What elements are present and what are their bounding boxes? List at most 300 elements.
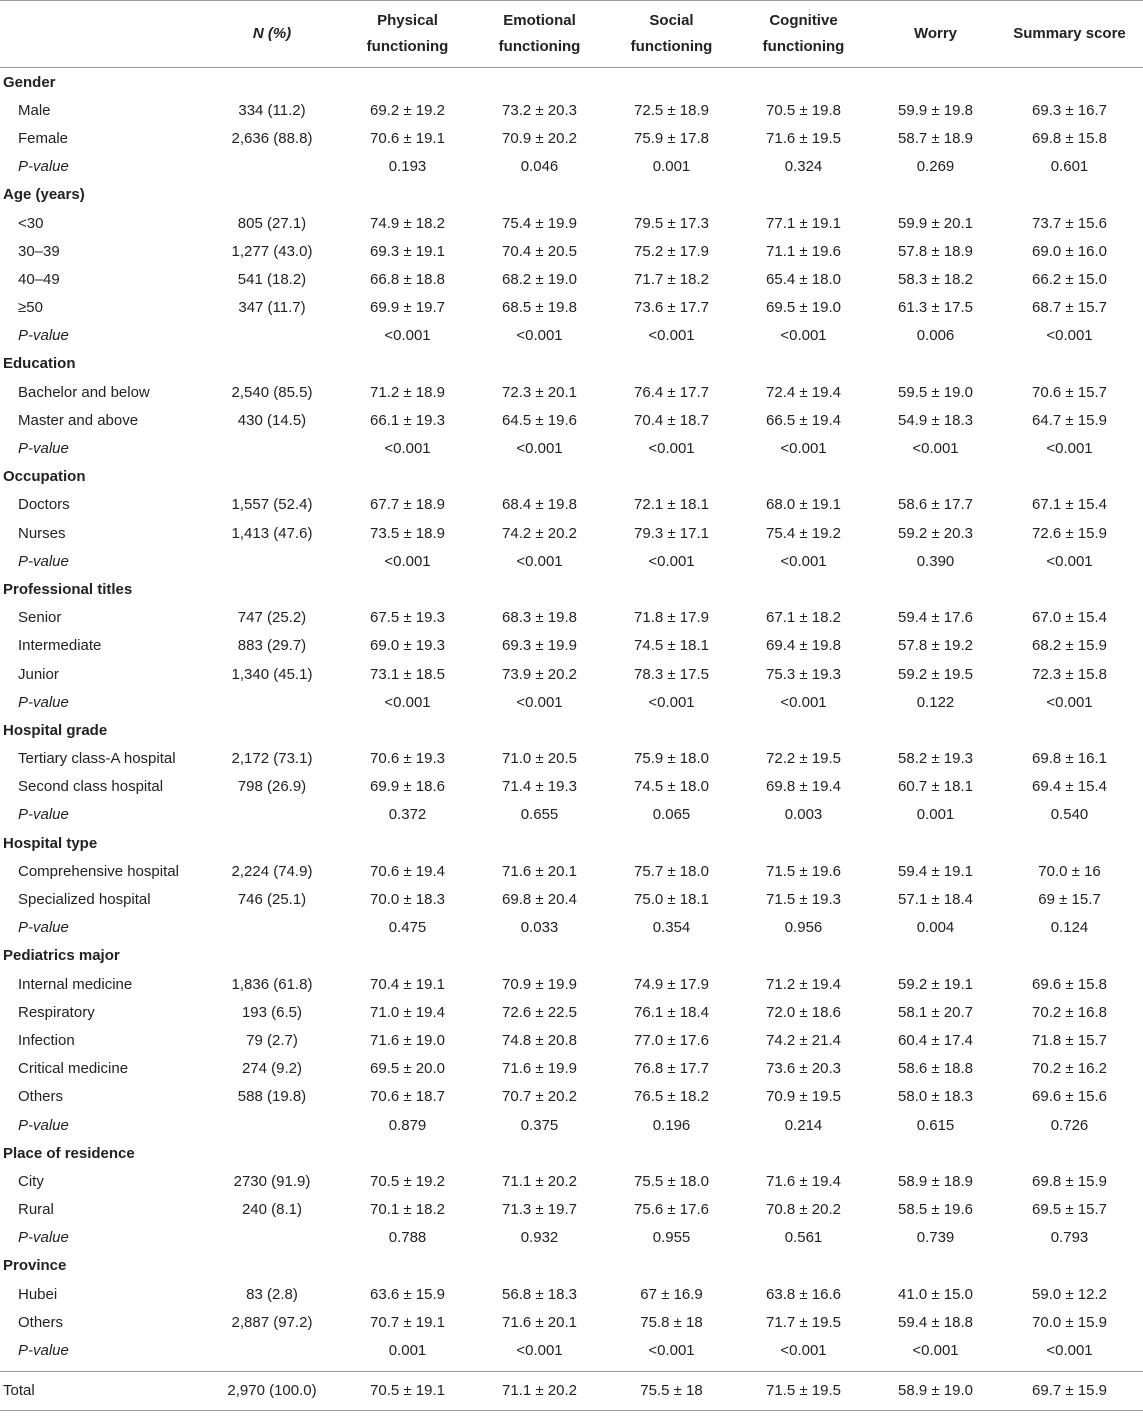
pvalue-cell: <0.001 <box>780 693 827 711</box>
group-header-row <box>0 1252 1143 1280</box>
pvalue-cell: 0.124 <box>1050 919 1089 937</box>
table-row <box>0 632 1143 660</box>
cell-value: 72.2 ± 19.5 <box>766 750 841 768</box>
cell-value: 75.4 ± 19.2 <box>766 524 841 542</box>
row-label: Intermediate <box>18 637 102 655</box>
table-row <box>0 998 1143 1026</box>
cell-value: 747 (25.2) <box>237 609 307 627</box>
cell-value: 70.2 ± 16.2 <box>1032 1060 1107 1078</box>
cell-value: 78.3 ± 17.5 <box>634 665 709 683</box>
cell-value: 67.1 ± 18.2 <box>766 609 841 627</box>
table-body <box>0 68 1143 1411</box>
cell-value: 58.5 ± 19.6 <box>898 1201 973 1219</box>
cell-value: 274 (9.2) <box>241 1060 303 1078</box>
row-label: Male <box>18 101 51 119</box>
pvalue-cell: 0.932 <box>520 1229 559 1247</box>
pvalue-cell: 0.655 <box>520 806 559 824</box>
cell-value: 68.3 ± 19.8 <box>502 609 577 627</box>
row-label: Infection <box>18 1031 75 1049</box>
cell-value: 69.4 ± 15.4 <box>1032 778 1107 796</box>
cell-value: 68.0 ± 19.1 <box>766 496 841 514</box>
cell-value: 59.4 ± 19.1 <box>898 862 973 880</box>
cell-value: 79.5 ± 17.3 <box>634 214 709 232</box>
pvalue-cell: <0.001 <box>384 552 431 570</box>
cell-value: 69.0 ± 16.0 <box>1032 242 1107 260</box>
header-worry: Worry <box>875 1 996 68</box>
pvalue-row <box>0 1111 1143 1139</box>
pvalue-row <box>0 801 1143 829</box>
cell-value: 73.6 ± 17.7 <box>634 299 709 317</box>
row-label: Senior <box>18 609 62 627</box>
cell-value: 59.4 ± 17.6 <box>898 609 973 627</box>
pvalue-cell: <0.001 <box>1046 440 1093 458</box>
cell-value: 70.1 ± 18.2 <box>370 1201 445 1219</box>
row-label: Second class hospital <box>18 778 164 796</box>
cell-value: 75.4 ± 19.9 <box>502 214 577 232</box>
cell-value: 75.9 ± 18.0 <box>634 750 709 768</box>
pvalue-cell: 0.269 <box>916 158 955 176</box>
cell-value: 63.6 ± 15.9 <box>370 1285 445 1303</box>
cell-value: 71.6 ± 19.0 <box>370 1031 445 1049</box>
group-title: Place of residence <box>3 1144 135 1162</box>
table-row <box>0 1083 1143 1111</box>
pvalue-cell: <0.001 <box>516 440 563 458</box>
pvalue-cell: 0.879 <box>388 1116 427 1134</box>
cell-value: 71.6 ± 19.4 <box>766 1172 841 1190</box>
table-row <box>0 1280 1143 1308</box>
cell-value: 72.6 ± 22.5 <box>502 1003 577 1021</box>
pvalue-label <box>0 1111 197 1139</box>
cell-value: 68.2 ± 19.0 <box>502 270 577 288</box>
pvalue-label-text: P-value <box>18 1229 69 1247</box>
row-label: Comprehensive hospital <box>18 862 179 880</box>
pvalue-cell: 0.196 <box>652 1116 691 1134</box>
pvalue-cell: 0.122 <box>916 693 955 711</box>
cell-value: 805 (27.1) <box>237 214 307 232</box>
pvalue-cell: <0.001 <box>780 552 827 570</box>
pvalue-empty <box>197 1224 347 1252</box>
pvalue-cell: 0.001 <box>916 806 955 824</box>
table-row <box>0 265 1143 293</box>
cell-value: 76.1 ± 18.4 <box>634 1003 709 1021</box>
cell-value: 69.8 ± 20.4 <box>502 891 577 909</box>
group-header-row <box>0 181 1143 209</box>
pvalue-cell: 0.003 <box>784 806 823 824</box>
total-value: 2,970 (100.0) <box>197 1371 347 1410</box>
cell-value: 59.4 ± 18.8 <box>898 1313 973 1331</box>
cell-value: 64.7 ± 15.9 <box>1032 411 1107 429</box>
pvalue-row <box>0 914 1143 942</box>
cell-value: 70.4 ± 20.5 <box>502 242 577 260</box>
cell-value: 58.6 ± 18.8 <box>898 1060 973 1078</box>
cell-value: 66.8 ± 18.8 <box>370 270 445 288</box>
cell-value: 73.6 ± 20.3 <box>766 1060 841 1078</box>
cell-value: 69.4 ± 19.8 <box>766 637 841 655</box>
pvalue-cell: 0.046 <box>520 158 559 176</box>
cell-value: 71.2 ± 19.4 <box>766 975 841 993</box>
cell-value: 1,413 (47.6) <box>231 524 313 542</box>
pvalue-cell: 0.033 <box>520 919 559 937</box>
header-emotional: Emotional functioning <box>468 1 611 68</box>
cell-value: 75.7 ± 18.0 <box>634 862 709 880</box>
cell-value: 63.8 ± 16.6 <box>766 1285 841 1303</box>
table-row <box>0 491 1143 519</box>
cell-value: 57.8 ± 18.9 <box>898 242 973 260</box>
pvalue-empty <box>197 153 347 181</box>
cell-value: 71.0 ± 19.4 <box>370 1003 445 1021</box>
pvalue-label-text: P-value <box>18 552 69 570</box>
cell-value: 347 (11.7) <box>238 299 306 317</box>
cell-value: 71.6 ± 19.9 <box>502 1060 577 1078</box>
cell-value: 83 (2.8) <box>246 1285 298 1303</box>
row-label: City <box>18 1172 44 1190</box>
table-row <box>0 294 1143 322</box>
cell-value: 75.0 ± 18.1 <box>634 891 709 909</box>
pvalue-row <box>0 688 1143 716</box>
cell-value: 70.9 ± 19.9 <box>502 975 577 993</box>
cell-value: 430 (14.5) <box>237 411 307 429</box>
header-social: Social functioning <box>611 1 732 68</box>
cell-value: 1,557 (52.4) <box>231 496 313 514</box>
pvalue-empty <box>197 914 347 942</box>
cell-value: 73.7 ± 15.6 <box>1032 214 1107 232</box>
pvalue-cell: <0.001 <box>912 440 959 458</box>
cell-value: 798 (26.9) <box>237 778 307 796</box>
pvalue-cell: <0.001 <box>780 327 827 345</box>
table-row <box>0 660 1143 688</box>
pvalue-row <box>0 547 1143 575</box>
group-title: Age (years) <box>3 186 85 204</box>
pvalue-empty <box>197 434 347 462</box>
cell-value: 70.4 ± 19.1 <box>370 975 445 993</box>
cell-value: 70.9 ± 19.5 <box>766 1088 841 1106</box>
group-title: Education <box>3 355 76 373</box>
pvalue-empty <box>197 801 347 829</box>
cell-value: 2730 (91.9) <box>233 1172 311 1190</box>
cell-value: 59.2 ± 19.1 <box>898 975 973 993</box>
cell-value: 71.1 ± 20.2 <box>502 1172 577 1190</box>
cell-value: 75.3 ± 19.3 <box>766 665 841 683</box>
cell-value: 69.8 ± 16.1 <box>1032 750 1107 768</box>
cell-value: 74.8 ± 20.8 <box>502 1031 577 1049</box>
table-row <box>0 124 1143 152</box>
cell-value: 77.1 ± 19.1 <box>766 214 841 232</box>
pvalue-cell: 0.214 <box>784 1116 823 1134</box>
cell-value: 41.0 ± 15.0 <box>898 1285 973 1303</box>
cell-value: 2,887 (97.2) <box>231 1313 313 1331</box>
group-title: Province <box>3 1257 67 1275</box>
cell-value: 59.2 ± 19.5 <box>898 665 973 683</box>
cell-value: 75.9 ± 17.8 <box>634 129 709 147</box>
cell-value: 70.6 ± 18.7 <box>370 1088 445 1106</box>
cell-value: 75.6 ± 17.6 <box>634 1201 709 1219</box>
group-header-row <box>0 1139 1143 1167</box>
row-label: Critical medicine <box>18 1060 129 1078</box>
pvalue-label <box>0 322 197 350</box>
pvalue-cell: 0.004 <box>916 919 955 937</box>
cell-value: 69.5 ± 19.0 <box>766 299 841 317</box>
pvalue-empty <box>197 547 347 575</box>
cell-value: 64.5 ± 19.6 <box>502 411 577 429</box>
row-label: Master and above <box>18 411 139 429</box>
cell-value: 75.8 ± 18 <box>640 1313 703 1331</box>
group-title: Occupation <box>3 468 86 486</box>
cell-value: 2,224 (74.9) <box>231 862 313 880</box>
cell-value: 71.0 ± 20.5 <box>502 750 577 768</box>
cell-value: 66.1 ± 19.3 <box>370 411 445 429</box>
table-row <box>0 209 1143 237</box>
row-label: Specialized hospital <box>18 891 151 909</box>
row-label: Doctors <box>18 496 70 514</box>
total-label: Total <box>0 1371 197 1410</box>
pvalue-empty <box>197 1111 347 1139</box>
row-label: 30–39 <box>18 242 60 260</box>
cell-value: 193 (6.5) <box>241 1003 303 1021</box>
cell-value: 75.2 ± 17.9 <box>634 242 709 260</box>
cell-value: 70.2 ± 16.8 <box>1032 1003 1107 1021</box>
pvalue-cell: 0.375 <box>520 1116 559 1134</box>
cell-value: 71.5 ± 19.3 <box>766 891 841 909</box>
cell-value: 61.3 ± 17.5 <box>898 299 973 317</box>
cell-value: 59.9 ± 20.1 <box>898 214 973 232</box>
pvalue-cell: <0.001 <box>1046 693 1093 711</box>
pvalue-cell: 0.001 <box>652 158 691 176</box>
cell-value: 74.5 ± 18.0 <box>634 778 709 796</box>
pvalue-label-text: P-value <box>18 919 69 937</box>
cell-value: 71.2 ± 18.9 <box>370 383 445 401</box>
cell-value: 72.3 ± 20.1 <box>502 383 577 401</box>
cell-value: 1,340 (45.1) <box>231 665 313 683</box>
pvalue-row <box>0 1336 1143 1364</box>
cell-value: 69.8 ± 19.4 <box>766 778 841 796</box>
row-label: <30 <box>18 214 44 232</box>
cell-value: 73.2 ± 20.3 <box>502 101 577 119</box>
pvalue-label <box>0 1336 197 1364</box>
pvalue-label <box>0 434 197 462</box>
pvalue-cell: <0.001 <box>1046 1342 1093 1360</box>
cell-value: 54.9 ± 18.3 <box>898 411 973 429</box>
cell-value: 72.1 ± 18.1 <box>634 496 709 514</box>
pvalue-cell: <0.001 <box>516 1342 563 1360</box>
pvalue-label <box>0 1224 197 1252</box>
group-header-row <box>0 575 1143 603</box>
pvalue-label-text: P-value <box>18 1342 69 1360</box>
header-cognitive: Cognitive functioning <box>732 1 875 68</box>
row-label: Tertiary class-A hospital <box>18 750 176 768</box>
total-value: 69.7 ± 15.9 <box>996 1371 1143 1410</box>
cell-value: 58.7 ± 18.9 <box>898 129 973 147</box>
cell-value: 70.0 ± 18.3 <box>370 891 445 909</box>
header-summary: Summary score <box>996 1 1143 68</box>
cell-value: 59.5 ± 19.0 <box>898 383 973 401</box>
pvalue-cell: <0.001 <box>516 552 563 570</box>
cell-value: 72.6 ± 15.9 <box>1032 524 1107 542</box>
cell-value: 71.6 ± 20.1 <box>502 1313 577 1331</box>
pvalue-empty <box>197 1336 347 1364</box>
table-row <box>0 970 1143 998</box>
cell-value: 69.3 ± 19.1 <box>370 242 445 260</box>
cell-value: 66.5 ± 19.4 <box>766 411 841 429</box>
cell-value: 68.7 ± 15.7 <box>1032 299 1107 317</box>
cell-value: 70.6 ± 19.3 <box>370 750 445 768</box>
pvalue-cell: <0.001 <box>912 1342 959 1360</box>
table-row <box>0 773 1143 801</box>
cell-value: 68.4 ± 19.8 <box>502 496 577 514</box>
pvalue-label <box>0 914 197 942</box>
pvalue-cell: 0.006 <box>916 327 955 345</box>
pvalue-cell: 0.475 <box>388 919 427 937</box>
group-header-row <box>0 829 1143 857</box>
pvalue-cell: <0.001 <box>648 693 695 711</box>
cell-value: 70.8 ± 20.2 <box>766 1201 841 1219</box>
cell-value: 70.5 ± 19.8 <box>766 101 841 119</box>
cell-value: 71.7 ± 18.2 <box>634 270 709 288</box>
cell-value: 69.2 ± 19.2 <box>370 101 445 119</box>
row-label: 40–49 <box>18 270 60 288</box>
pvalue-cell: 0.601 <box>1050 158 1089 176</box>
cell-value: 70.9 ± 20.2 <box>502 129 577 147</box>
table-row <box>0 1055 1143 1083</box>
cell-value: 60.7 ± 18.1 <box>898 778 973 796</box>
cell-value: 69.5 ± 15.7 <box>1032 1201 1107 1219</box>
pvalue-row <box>0 434 1143 462</box>
row-label: Rural <box>18 1201 54 1219</box>
cell-value: 74.9 ± 17.9 <box>634 975 709 993</box>
pvalue-cell: 0.354 <box>652 919 691 937</box>
cell-value: 69.5 ± 20.0 <box>370 1060 445 1078</box>
total-value: 75.5 ± 18 <box>611 1371 732 1410</box>
cell-value: 71.1 ± 19.6 <box>766 242 841 260</box>
pvalue-label-text: P-value <box>18 806 69 824</box>
pvalue-row <box>0 322 1143 350</box>
pvalue-cell: <0.001 <box>648 440 695 458</box>
table-row <box>0 1026 1143 1054</box>
cell-value: 74.5 ± 18.1 <box>634 637 709 655</box>
cell-value: 72.4 ± 19.4 <box>766 383 841 401</box>
cell-value: 334 (11.2) <box>238 101 306 119</box>
table-row <box>0 1308 1143 1336</box>
total-value: 71.5 ± 19.5 <box>732 1371 875 1410</box>
cell-value: 58.6 ± 17.7 <box>898 496 973 514</box>
cell-value: 74.2 ± 21.4 <box>766 1031 841 1049</box>
cell-value: 70.7 ± 20.2 <box>502 1088 577 1106</box>
pvalue-cell: <0.001 <box>516 327 563 345</box>
group-header-row <box>0 716 1143 744</box>
table-row <box>0 885 1143 913</box>
pvalue-cell: <0.001 <box>648 327 695 345</box>
pvalue-cell: 0.955 <box>652 1229 691 1247</box>
cell-value: 73.5 ± 18.9 <box>370 524 445 542</box>
cell-value: 72.0 ± 18.6 <box>766 1003 841 1021</box>
row-label: Nurses <box>18 524 66 542</box>
cell-value: 746 (25.1) <box>237 891 307 909</box>
cell-value: 67.5 ± 19.3 <box>370 609 445 627</box>
cell-value: 70.6 ± 15.7 <box>1032 383 1107 401</box>
pvalue-cell: <0.001 <box>1046 552 1093 570</box>
table-row <box>0 237 1143 265</box>
pvalue-cell: <0.001 <box>516 693 563 711</box>
pvalue-cell: <0.001 <box>1046 327 1093 345</box>
group-header-row <box>0 350 1143 378</box>
group-header-row <box>0 463 1143 491</box>
table-row <box>0 519 1143 547</box>
pvalue-label <box>0 801 197 829</box>
pvalue-cell: 0.956 <box>784 919 823 937</box>
cell-value: 69.3 ± 16.7 <box>1032 101 1107 119</box>
pvalue-cell: <0.001 <box>780 440 827 458</box>
pvalue-cell: <0.001 <box>384 327 431 345</box>
group-title: Hospital type <box>3 834 98 852</box>
cell-value: 76.8 ± 17.7 <box>634 1060 709 1078</box>
cell-value: 72.3 ± 15.8 <box>1032 665 1107 683</box>
cell-value: 1,836 (61.8) <box>231 975 313 993</box>
pvalue-cell: 0.615 <box>916 1116 955 1134</box>
pvalue-cell: 0.065 <box>652 806 691 824</box>
cell-value: 69.6 ± 15.6 <box>1032 1088 1107 1106</box>
pvalue-cell: 0.390 <box>916 552 955 570</box>
cell-value: 71.8 ± 17.9 <box>634 609 709 627</box>
cell-value: 69 ± 15.7 <box>1038 891 1101 909</box>
cell-value: 71.8 ± 15.7 <box>1032 1031 1107 1049</box>
cell-value: 71.3 ± 19.7 <box>502 1201 577 1219</box>
row-label: Internal medicine <box>18 975 133 993</box>
pvalue-cell: <0.001 <box>780 1342 827 1360</box>
table-row <box>0 1196 1143 1224</box>
cell-value: 67.7 ± 18.9 <box>370 496 445 514</box>
pvalue-label <box>0 688 197 716</box>
group-header-row <box>0 942 1143 970</box>
pvalue-label-text: P-value <box>18 693 69 711</box>
cell-value: 75.5 ± 18.0 <box>634 1172 709 1190</box>
table-row <box>0 1167 1143 1195</box>
cell-value: 69.8 ± 15.8 <box>1032 129 1107 147</box>
cell-value: 68.2 ± 15.9 <box>1032 637 1107 655</box>
pvalue-cell: 0.793 <box>1050 1229 1089 1247</box>
cell-value: 67.1 ± 15.4 <box>1032 496 1107 514</box>
header-blank <box>0 1 197 68</box>
group-header-row <box>0 68 1143 97</box>
pvalue-cell: 0.726 <box>1050 1116 1089 1134</box>
table-row <box>0 604 1143 632</box>
cell-value: 72.5 ± 18.9 <box>634 101 709 119</box>
pvalue-label-text: P-value <box>18 440 69 458</box>
cell-value: 70.5 ± 19.2 <box>370 1172 445 1190</box>
cell-value: 2,540 (85.5) <box>231 383 313 401</box>
cell-value: 541 (18.2) <box>237 270 307 288</box>
total-value: 70.5 ± 19.1 <box>347 1371 468 1410</box>
row-label: Others <box>18 1088 64 1106</box>
row-label: Junior <box>18 665 59 683</box>
cell-value: 59.0 ± 12.2 <box>1032 1285 1107 1303</box>
cell-value: 74.9 ± 18.2 <box>370 214 445 232</box>
table-row <box>0 378 1143 406</box>
pvalue-cell: <0.001 <box>384 693 431 711</box>
cell-value: 74.2 ± 20.2 <box>502 524 577 542</box>
pvalue-empty <box>197 322 347 350</box>
cell-value: 240 (8.1) <box>241 1201 303 1219</box>
cell-value: 57.8 ± 19.2 <box>898 637 973 655</box>
cell-value: 66.2 ± 15.0 <box>1032 270 1107 288</box>
cell-value: 70.6 ± 19.1 <box>370 129 445 147</box>
cell-value: 71.6 ± 20.1 <box>502 862 577 880</box>
cell-value: 69.8 ± 15.9 <box>1032 1172 1107 1190</box>
pvalue-cell: <0.001 <box>384 440 431 458</box>
cell-value: 70.0 ± 16 <box>1038 862 1101 880</box>
cell-value: 883 (29.7) <box>237 637 307 655</box>
pvalue-row <box>0 1224 1143 1252</box>
pvalue-label <box>0 153 197 181</box>
cell-value: 71.4 ± 19.3 <box>502 778 577 796</box>
